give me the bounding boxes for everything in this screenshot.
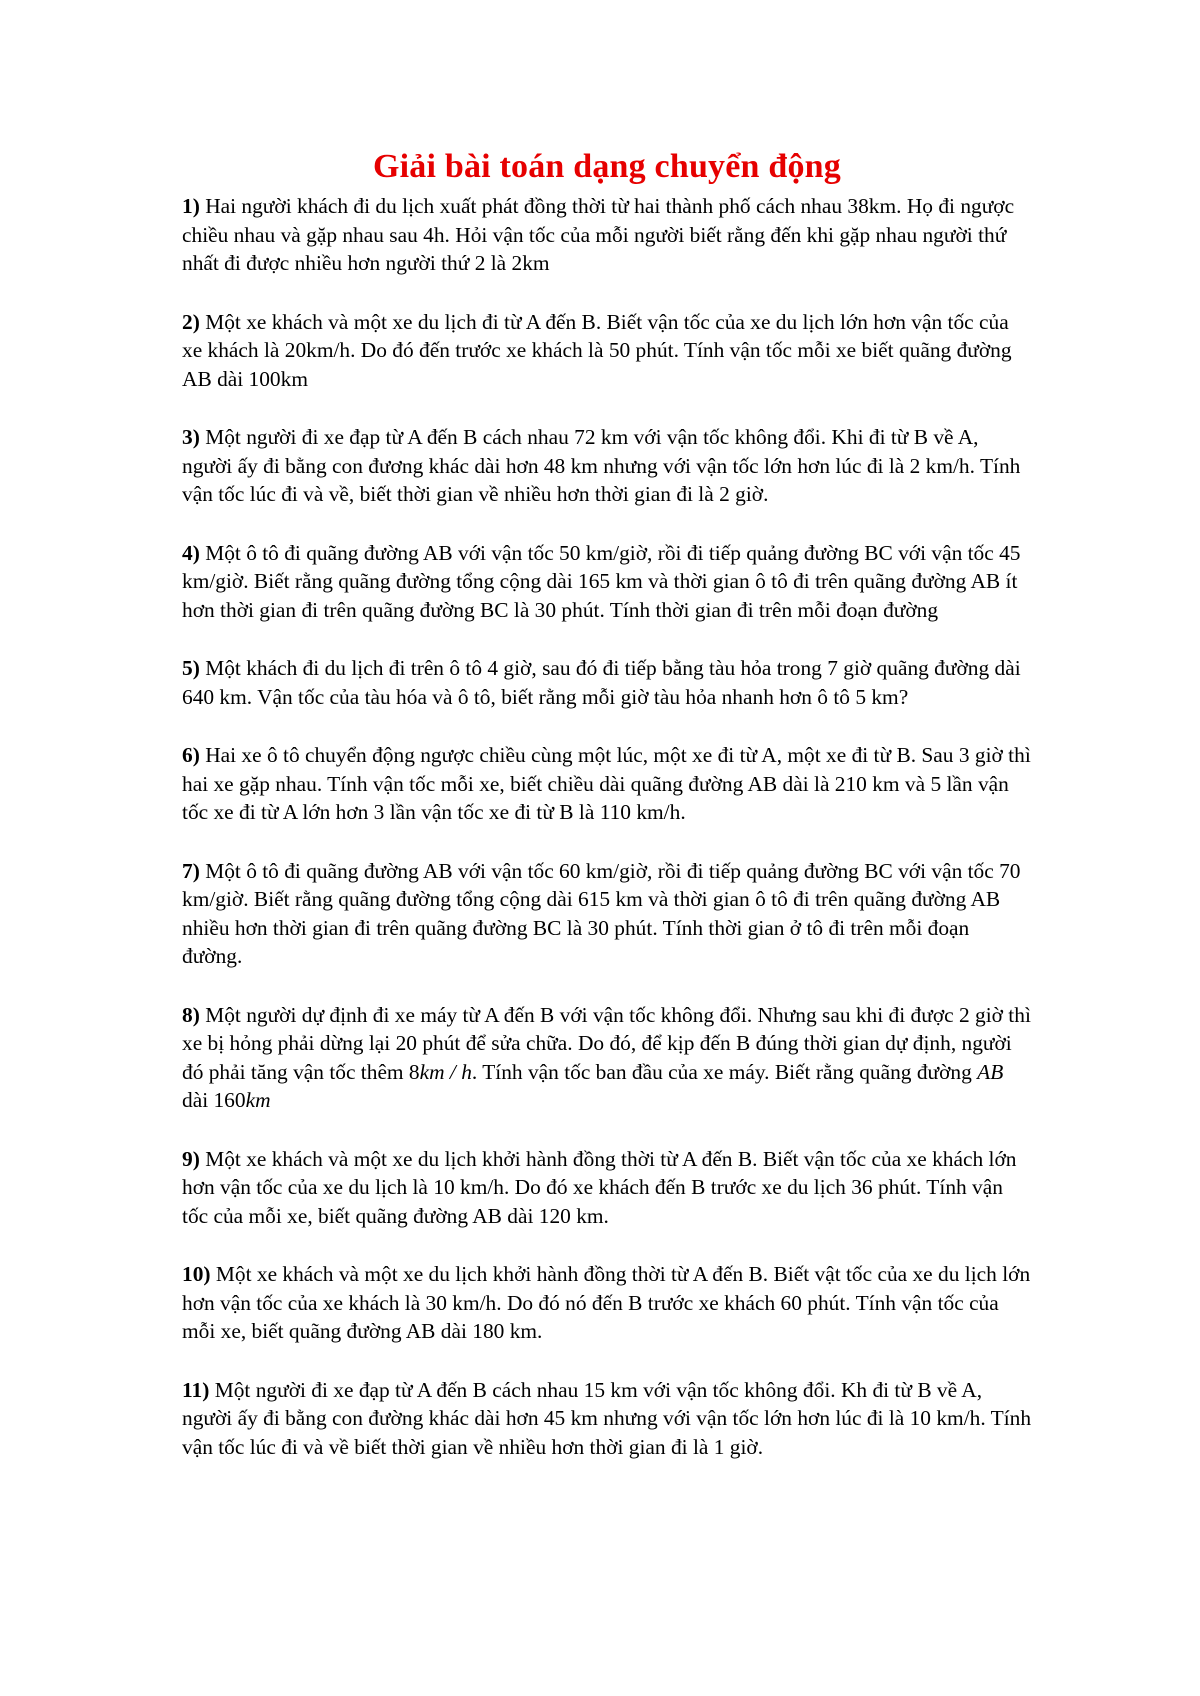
problem-number: 2)	[182, 309, 200, 334]
problem-text: Một người đi xe đạp từ A đến B cách nhau 72 km với vận tốc không đổi. Khi đi từ B về A, người ấy đi bằng con đương khác dài hơn 48 km nhưng với vận tốc lớn hơn lúc đi là 2 km/h. Tính vận tốc lúc đi và về, biết thời gian về nhiều hơn thời gian đi là 2 giờ.	[182, 425, 1021, 506]
problem-9	[182, 1145, 1032, 1231]
problem-text: Một người đi xe đạp từ A đến B cách nhau 15 km với vận tốc không đổi. Kh đi từ B về A, người ấy đi bằng con đường khác dài hơn 45 km nhưng với vận tốc lớn hơn lúc đi là 10 km/h. Tính vận tốc lúc đi và về biết thời gian về nhiều hơn thời gian đi là 1 giờ.	[182, 1377, 1032, 1459]
page-title: Giải bài toán dạng chuyển động	[373, 148, 841, 185]
problem-text-before: Một người dự định đi xe máy từ A đến B với vận tốc không đổi. Nhưng sau khi đi được 2 giờ thì xe bị hỏng phải dừng lại 20 phút để sửa chữa. Do đó, để kịp đến B đúng thời gian dự định, người đó phải tăng vận tốc thêm 8	[182, 1002, 1031, 1084]
speed-unit: km / h	[419, 1059, 472, 1084]
problem-11	[182, 1376, 1032, 1462]
length-unit: km	[245, 1088, 271, 1112]
problem-text: Một xe khách và một xe du lịch khởi hành đồng thời từ A đến B. Biết vận tốc của xe khách lớn hơn vận tốc của xe du lịch là 10 km/h. Do đó xe khách đến B trước xe du lịch 36 phút. Tính vận tốc của mỗi xe, biết quãng đường AB dài 120 km.	[182, 1146, 1017, 1228]
problem-10	[182, 1260, 1032, 1346]
problem-1	[182, 192, 1032, 278]
problem-text-middle: . Tính vận tốc ban đầu của xe máy. Biết rằng quãng đường	[471, 1059, 978, 1084]
problem-text: Hai xe ô tô chuyển động ngược chiều cùng một lúc, một xe đi từ A, một xe đi từ B. Sau 3 giờ thì hai xe gặp nhau. Tính vận tốc mỗi xe, biết chiều dài quãng đường AB dài là 210 km và 5 lần vận tốc xe đi từ A lớn hơn 3 lần vận tốc xe đi từ B là 110 km/h.	[182, 743, 1031, 824]
problem-number: 1)	[182, 194, 200, 218]
problem-number: 10)	[182, 1262, 211, 1286]
problem-number: 6)	[182, 743, 200, 767]
problem-3	[182, 423, 1032, 509]
problem-4	[182, 539, 1032, 625]
problem-6	[182, 741, 1032, 827]
problem-text: Một xe khách và một xe du lịch khởi hành đồng thời từ A đến B. Biết vật tốc của xe du lịch lớn hơn vận tốc của xe khách là 30 km/h. Do đó nó đến B trước xe khách 60 phút. Tính vận tốc của mỗi xe, biết quãng đường AB dài 180 km.	[182, 1262, 1031, 1343]
problem-text: Hai người khách đi du lịch xuất phát đồng thời từ hai thành phố cách nhau 38km. Họ đi ngược chiều nhau và gặp nhau sau 4h. Hỏi vận tốc của mỗi người biết rằng đến khi gặp nhau người thứ nhất đi được nhiều hơn người thứ 2 là 2km	[182, 194, 1015, 275]
problem-number: 4)	[182, 540, 200, 565]
problem-number: 3)	[182, 425, 200, 449]
problem-number: 8)	[182, 1002, 200, 1027]
problem-text: Một khách đi du lịch đi trên ô tô 4 giờ, sau đó đi tiếp bằng tàu hỏa trong 7 giờ quãng đường dài 640 km. Vận tốc của tàu hóa và ô tô, biết rằng mỗi giờ tàu hỏa nhanh hơn ô tô 5 km?	[182, 656, 1021, 709]
problem-number: 9)	[182, 1146, 200, 1171]
problem-number: 5)	[182, 656, 200, 680]
problem-5	[182, 654, 1032, 711]
problem-number: 11)	[182, 1377, 210, 1402]
problem-text: Một xe khách và một xe du lịch đi từ A đến B. Biết vận tốc của xe du lịch lớn hơn vận tốc của xe khách là 20km/h. Do đó đến trước xe khách là 50 phút. Tính vận tốc mỗi xe biết quãng đường AB dài 100km	[182, 309, 1012, 391]
document-content	[182, 146, 1032, 1491]
problem-text-after: dài 160	[182, 1088, 246, 1112]
segment-label: AB	[977, 1059, 1004, 1084]
problem-number: 7)	[182, 858, 200, 883]
problem-text: Một ô tô đi quãng đường AB với vận tốc 50 km/giờ, rồi đi tiếp quảng đường BC với vận tốc 45 km/giờ. Biết rằng quãng đường tổng cộng dài 165 km và thời gian ô tô đi trên quãng đường AB ít hơn thời gian đi trên quãng đường BC là 30 phút. Tính thời gian đi trên mỗi đoạn đường	[182, 540, 1021, 622]
problem-text: Một ô tô đi quãng đường AB với vận tốc 60 km/giờ, rồi đi tiếp quảng đường BC với vận tốc 70 km/giờ. Biết rằng quãng đường tổng cộng dài 615 km và thời gian ô tô đi trên quãng đường AB nhiều hơn thời gian đi trên quãng đường BC là 30 phút. Tính thời gian ở tô đi trên mỗi đoạn đường.	[182, 858, 1021, 968]
problem-2	[182, 308, 1032, 394]
problem-8	[182, 1001, 1032, 1115]
problem-7	[182, 857, 1032, 971]
